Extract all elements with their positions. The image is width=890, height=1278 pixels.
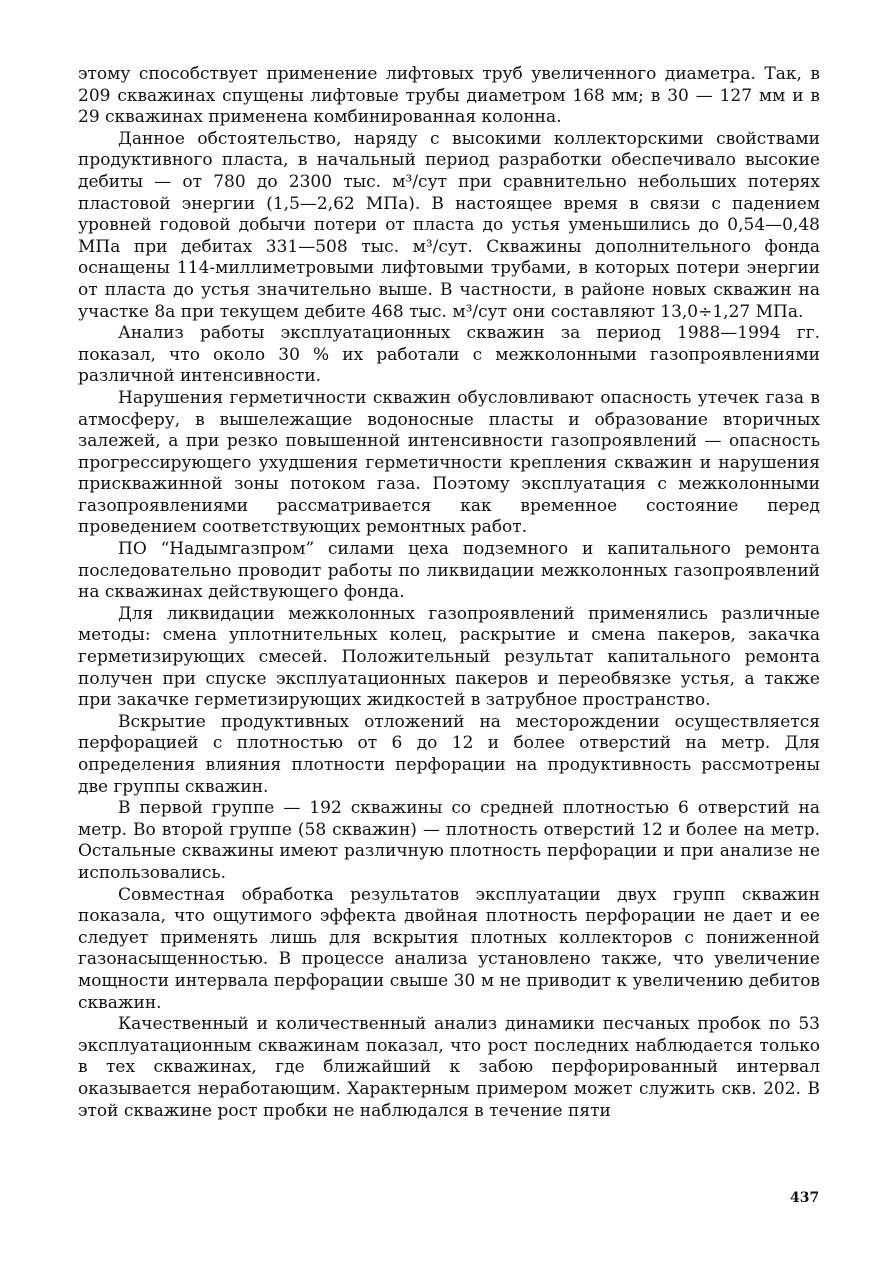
paragraph-3: Анализ работы эксплуатационных скважин за период 1988—1994 гг. показал, что около 30 % их работали с межколонными газопроявлениями различной интенсивности. <box>78 323 820 387</box>
paragraph-5: ПО “Надымгазпром” силами цеха подземного и капитального ремонта последовательно проводит работы по ликвидации межколонных газопроявлений на скважинах действующего фонда. <box>78 539 820 603</box>
page-number: 437 <box>790 1190 820 1206</box>
paragraph-8: В первой группе — 192 скважины со средней плотностью 6 отверстий на метр. Во второй группе (58 скважин) — плотность отверстий 12 и более на метр. Остальные скважины имеют различную плотность перфорации и при анализе не использовались. <box>78 798 820 883</box>
paragraph-2: Данное обстоятельство, наряду с высокими коллекторскими свойствами продуктивного пласта, в начальный период разработки обеспечивало высокие дебиты — от 780 до 2300 тыс. м³/сут при сравнительно небольших потерях пластовой энергии (1,5—2,62 МПа). В настоящее время в связи с падением уровней годовой добычи потери от пласта до устья уменьшились до 0,54—0,48 МПа при дебитах 331—508 тыс. м³/сут. Скважины дополнительного фонда оснащены 114-миллиметровыми лифтовыми трубами, в которых потери энергии от пласта до устья значительно выше. В частности, в районе новых скважин на участке 8а при текущем дебите 468 тыс. м³/сут они составляют 13,0÷1,27 МПа. <box>78 128 820 322</box>
paragraph-1: этому способствует применение лифтовых труб увеличенного диаметра. Так, в 209 скважинах спущены лифтовые трубы диаметром 168 мм; в 30 — 127 мм и в 29 скважинах применена комбинированная колонна. <box>78 64 820 128</box>
paragraph-6: Для ликвидации межколонных газопроявлений применялись различные методы: смена уплотнительных колец, раскрытие и смена пакеров, закачка герметизирующих смесей. Положительный результат капитального ремонта получен при спуске эксплуатационных пакеров и переобвязке устья, а также при закачке герметизирующих жидкостей в затрубное пространство. <box>78 603 820 711</box>
paragraph-10: Качественный и количественный анализ динамики песчаных пробок по 53 эксплуатационным скважинам показал, что рост последних наблюдается только в тех скважинах, где ближайший к забою перфорированный интервал оказывается неработающим. Характерным примером может служить скв. 202. В этой скважине рост пробки не наблюдался в течение пяти <box>78 1014 820 1121</box>
paragraph-4: Нарушения герметичности скважин обусловливают опасность утечек газа в атмосферу, в вышележащие водоносные пласты и образование вторичных залежей, а при резко повышенной интенсивности газопроявлений — опасность прогрессирующего ухудшения герметичности крепления скважин и нарушения прискважинной зоны потоком газа. Поэтому эксплуатация с межколонными газопроявлениями рассматривается как временное состояние перед проведением соответствующих ремонтных работ. <box>78 387 820 538</box>
paragraph-9: Совместная обработка результатов эксплуатации двух групп скважин показала, что ощутимого эффекта двойная плотность перфорации не дает и ее следует применять лишь для вскрытия плотных коллекторов с пониженной газонасыщенностью. В процессе анализа установлено также, что увеличение мощности интервала перфорации свыше 30 м не приводит к увеличению дебитов скважин. <box>78 884 820 1013</box>
document-body <box>78 64 820 1122</box>
paragraph-7: Вскрытие продуктивных отложений на месторождении осуществляется перфорацией с плотностью от 6 до 12 и более отверстий на метр. Для определения влияния плотности перфорации на продуктивность рассмотрены две группы скважин. <box>78 711 820 797</box>
